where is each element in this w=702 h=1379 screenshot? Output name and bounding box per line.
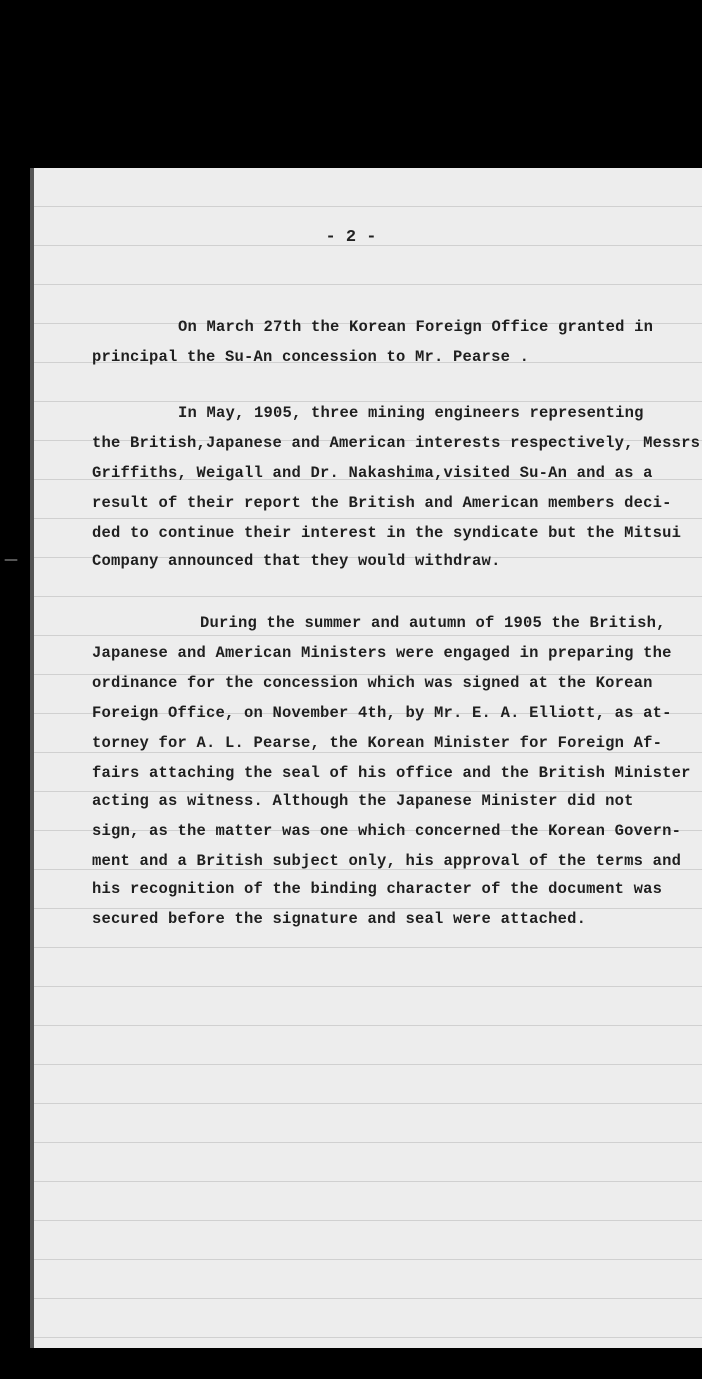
- paragraph-3-line-5: torney for A. L. Pearse, the Korean Minister for Foreign Af-: [92, 734, 663, 752]
- paragraph-3-line-6: fairs attaching the seal of his office and the British Minister: [92, 764, 691, 782]
- paragraph-3-line-4: Foreign Office, on November 4th, by Mr. E. A. Elliott, as at-: [92, 704, 672, 722]
- document-page: [34, 168, 702, 1348]
- paragraph-3-line-8: sign, as the matter was one which concerned the Korean Govern-: [92, 822, 682, 840]
- paragraph-1-line-2: principal the Su-An concession to Mr. Pearse .: [92, 348, 530, 366]
- paragraph-3-line-2: Japanese and American Ministers were engaged in preparing the: [92, 644, 672, 662]
- paragraph-3-line-1: During the summer and autumn of 1905 the British,: [200, 614, 666, 632]
- margin-mark: —: [4, 552, 18, 568]
- paragraph-3-line-7: acting as witness. Although the Japanese Minister did not: [92, 792, 634, 810]
- page-number: - 2 -: [325, 228, 377, 247]
- paragraph-2-line-4: result of their report the British and American members deci-: [92, 494, 672, 512]
- paragraph-3-line-10: his recognition of the binding character of the document was: [92, 880, 663, 898]
- paragraph-3-line-3: ordinance for the concession which was signed at the Korean: [92, 674, 653, 692]
- paragraph-3-line-11: secured before the signature and seal were attached.: [92, 910, 587, 928]
- paragraph-1-line-1: On March 27th the Korean Foreign Office granted in: [178, 318, 654, 336]
- paragraph-2-line-5: ded to continue their interest in the syndicate but the Mitsui: [92, 524, 682, 542]
- paragraph-2-line-3: Griffiths, Weigall and Dr. Nakashima,visited Su-An and as a: [92, 464, 653, 482]
- paragraph-3-line-9: ment and a British subject only, his approval of the terms and: [92, 852, 682, 870]
- paragraph-2-line-6: Company announced that they would withdraw.: [92, 552, 501, 570]
- paragraph-2-line-1: In May, 1905, three mining engineers representing: [178, 404, 644, 422]
- paragraph-2-line-2: the British,Japanese and American interests respectively, Messrs: [92, 434, 701, 452]
